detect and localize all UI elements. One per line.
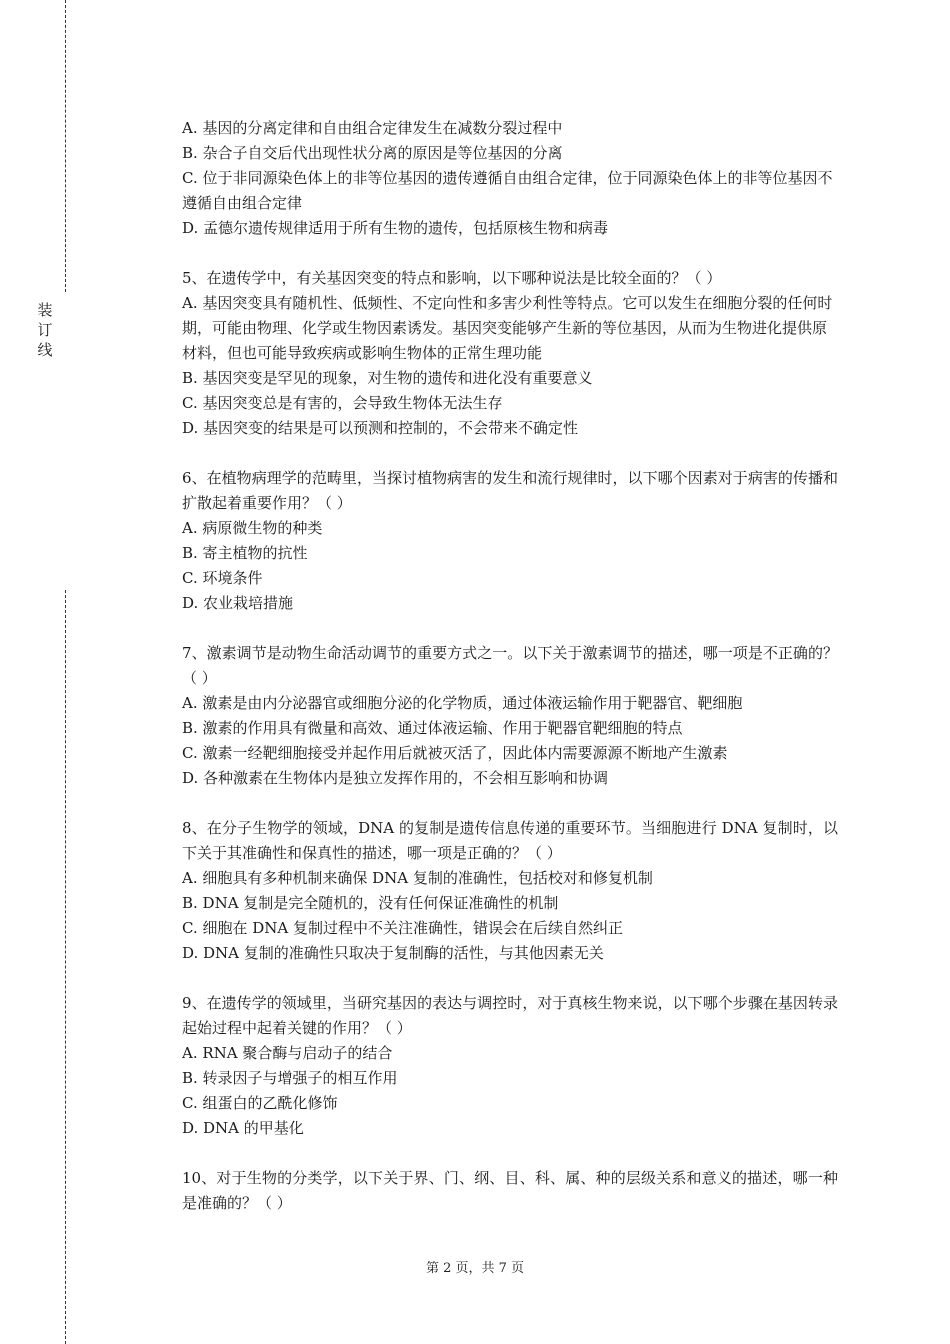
binding-label [36,300,54,360]
q7-option-b: B. 激素的作用具有微量和高效、通过体液运输、作用于靶器官靶细胞的特点 [182,719,683,737]
q9-option-b: B. 转录因子与增强子的相互作用 [182,1069,398,1087]
q6-stem: 6、在植物病理学的范畴里，当探讨植物病害的发生和流行规律时，以下哪个因素对于病害的传播和扩散起着重要作用？（ ） [182,469,838,512]
q5-option-c: C. 基因突变总是有害的，会导致生物体无法生存 [182,394,503,412]
question-9 [182,991,838,1141]
q4-option-c: C. 位于非同源染色体上的非等位基因的遗传遵循自由组合定律，位于同源染色体上的非等位基因不遵循自由组合定律 [182,169,833,212]
q9-option-a: A. RNA 聚合酶与启动子的结合 [182,1044,393,1062]
binding-line-top [65,0,66,292]
q6-option-b: B. 寄主植物的抗性 [182,544,308,562]
q4-option-d: D. 孟德尔遗传规律适用于所有生物的遗传，包括原核生物和病毒 [182,219,609,237]
question-7 [182,641,838,791]
q5-option-a: A. 基因突变具有随机性、低频性、不定向性和多害少利性等特点。它可以发生在细胞分裂的任何时期，可能由物理、化学或生物因素诱发。基因突变能够产生新的等位基因，从而为生物进化提供原材料，但也可能导致疾病或影响生物体的正常生理功能 [182,294,833,362]
question-6 [182,466,838,616]
q8-option-d: D. DNA 复制的准确性只取决于复制酶的活性，与其他因素无关 [182,944,604,962]
binding-char: 订 [37,321,53,339]
q8-option-c: C. 细胞在 DNA 复制过程中不关注准确性，错误会在后续自然纠正 [182,919,624,937]
q8-option-a: A. 细胞具有多种机制来确保 DNA 复制的准确性，包括校对和修复机制 [182,869,653,887]
binding-char: 装 [37,301,53,319]
q6-option-d: D. 农业栽培措施 [182,594,294,612]
q7-option-d: D. 各种激素在生物体内是独立发挥作用的，不会相互影响和协调 [182,769,609,787]
binding-char: 线 [37,341,53,359]
q5-option-d: D. 基因突变的结果是可以预测和控制的，不会带来不确定性 [182,419,579,437]
exam-content [182,116,838,1241]
page-footer: 第 2 页，共 7 页 [425,1261,525,1276]
question-5 [182,266,838,441]
binding-line-bottom [65,590,66,1344]
question-10 [182,1166,838,1216]
q7-stem: 7、激素调节是动物生命活动调节的重要方式之一。以下关于激素调节的描述，哪一项是不正确的？（ ） [182,644,838,687]
q6-option-c: C. 环境条件 [182,569,263,587]
q6-option-a: A. 病原微生物的种类 [182,519,323,537]
q7-option-c: C. 激素一经靶细胞接受并起作用后就被灭活了，因此体内需要源源不断地产生激素 [182,744,728,762]
q10-stem: 10、对于生物的分类学，以下关于界、门、纲、目、科、属、种的层级关系和意义的描述，哪一种是准确的？（ ） [182,1169,838,1212]
question-4-options [182,116,838,241]
q7-option-a: A. 激素是由内分泌器官或细胞分泌的化学物质，通过体液运输作用于靶器官、靶细胞 [182,694,743,712]
q9-option-c: C. 组蛋白的乙酰化修饰 [182,1094,338,1112]
q5-option-b: B. 基因突变是罕见的现象，对生物的遗传和进化没有重要意义 [182,369,593,387]
question-8 [182,816,838,966]
q4-option-a: A. 基因的分离定律和自由组合定律发生在减数分裂过程中 [182,119,563,137]
q9-stem: 9、在遗传学的领域里，当研究基因的表达与调控时，对于真核生物来说，以下哪个步骤在基因转录起始过程中起着关键的作用？（ ） [182,994,838,1037]
q8-stem: 8、在分子生物学的领域，DNA 的复制是遗传信息传递的重要环节。当细胞进行 DNA 复制时，以下关于其准确性和保真性的描述，哪一项是正确的？（ ） [182,819,838,862]
q4-option-b: B. 杂合子自交后代出现性状分离的原因是等位基因的分离 [182,144,563,162]
q8-option-b: B. DNA 复制是完全随机的，没有任何保证准确性的机制 [182,894,559,912]
q5-stem: 5、在遗传学中，有关基因突变的特点和影响，以下哪种说法是比较全面的？（ ） [182,269,722,287]
q9-option-d: D. DNA 的甲基化 [182,1119,304,1137]
